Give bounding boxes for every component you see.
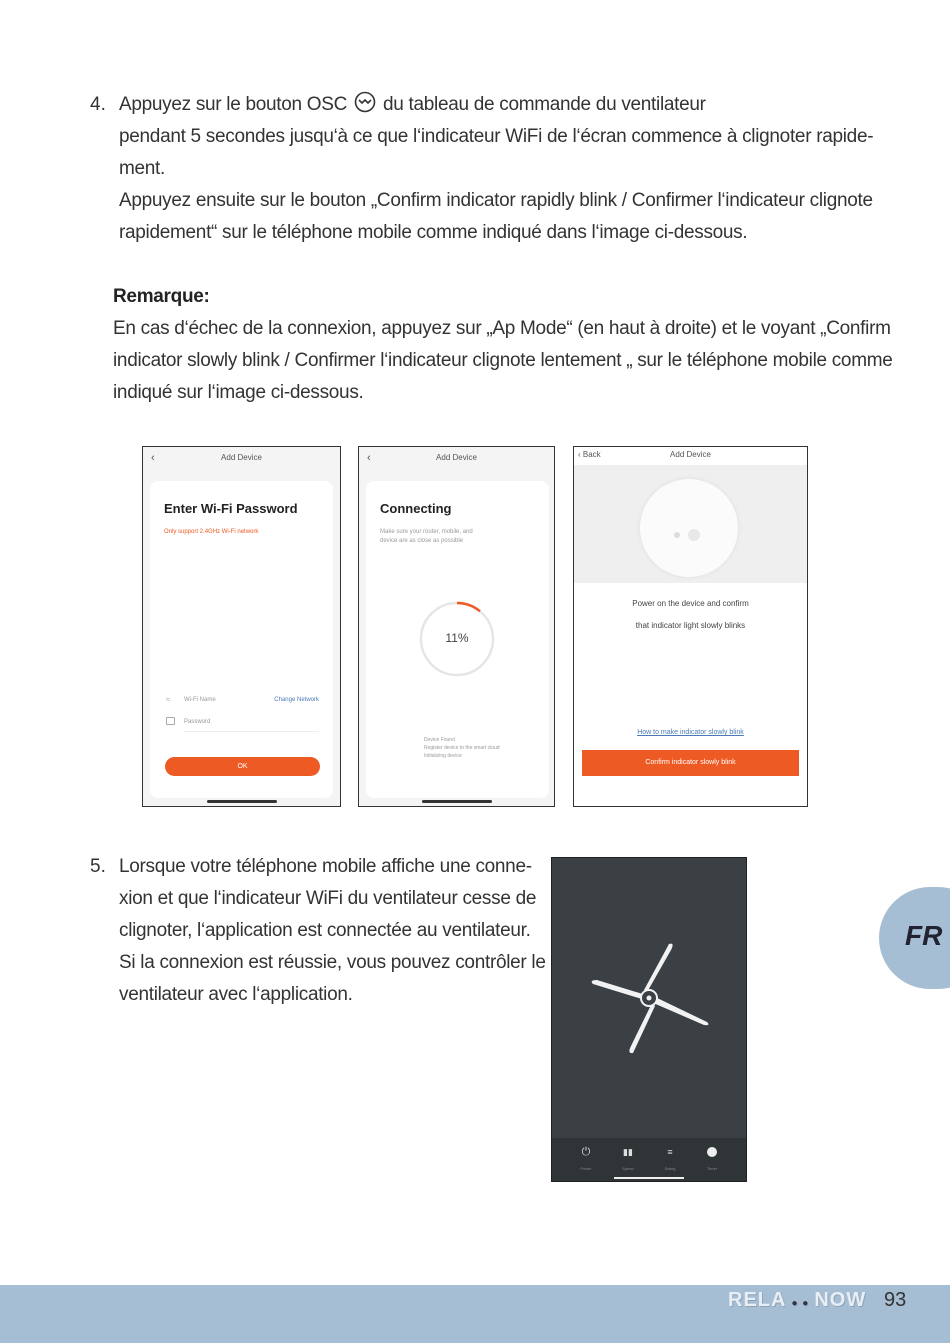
fan-control-bar bbox=[552, 1138, 746, 1182]
power-icon: ⏻ bbox=[581, 1146, 591, 1158]
power-tab-label: Power bbox=[580, 1166, 592, 1171]
step-device-found: Device Found bbox=[424, 737, 455, 743]
instruction-line-2: that indicator light slowly blinks bbox=[635, 621, 746, 630]
connecting-desc-2: device are as close as possible bbox=[380, 538, 464, 544]
step4-line2: pendant 5 secondes jusqu‘à ce que l‘indicateur WiFi de l‘écran commence à clignoter rapide- bbox=[119, 126, 874, 147]
step5-line2: xion et que l‘indicateur WiFi du ventilateur cesse de bbox=[119, 888, 537, 909]
osc-button-icon bbox=[354, 91, 376, 113]
page-footer bbox=[0, 1285, 950, 1343]
change-network-link[interactable]: Change Network bbox=[274, 697, 319, 703]
remark-line1: En cas d‘échec de la connexion, appuyez sur „Ap Mode“ (en haut à droite) et le voyant „Confirm bbox=[113, 318, 891, 339]
confirm-button-label: Confirm indicator slowly blink bbox=[645, 759, 736, 766]
device-image-area bbox=[574, 465, 807, 583]
selected-tab-indicator bbox=[614, 1177, 684, 1179]
step5-line1: Lorsque votre téléphone mobile affiche une conne- bbox=[119, 856, 532, 877]
logo-dots: ● ● bbox=[791, 1298, 810, 1309]
brand-right: NOW bbox=[814, 1289, 867, 1311]
wifi-subtitle: Only support 2.4GHz Wi-Fi network bbox=[164, 529, 259, 535]
progress-label: 11% bbox=[445, 631, 469, 645]
password-field[interactable] bbox=[184, 731, 319, 732]
device-button bbox=[688, 529, 700, 541]
step5-line3: clignoter, l‘application est connectée au ventilateur. bbox=[119, 920, 531, 941]
connecting-title: Connecting bbox=[380, 501, 452, 516]
screen-header: Add Device bbox=[670, 450, 711, 459]
step4-line4: Appuyez ensuite sur le bouton „Confirm indicator rapidly blink / Confirmer l‘indicateur clignote bbox=[119, 190, 873, 211]
back-label: Back bbox=[582, 450, 601, 459]
language-label: FR bbox=[905, 920, 943, 951]
remark-title: Remarque: bbox=[113, 286, 210, 307]
power-tab[interactable] bbox=[566, 1146, 606, 1171]
screenshot-fan-app bbox=[551, 857, 747, 1182]
step4-number: 4. bbox=[90, 94, 106, 115]
swing-tab[interactable] bbox=[650, 1146, 690, 1171]
remark-line2: indicator slowly blink / Confirmer l‘indicateur clignote lentement „ sur le téléphone mobile comme bbox=[113, 350, 893, 371]
step4-line3: ment. bbox=[119, 158, 166, 179]
step4-line1b: du tableau de commande du ventilateur bbox=[383, 94, 706, 115]
speed-tab-label: Speed bbox=[622, 1166, 634, 1171]
language-tab bbox=[879, 887, 950, 989]
timer-icon bbox=[707, 1147, 717, 1157]
lock-icon bbox=[166, 717, 175, 725]
step5-line4: Si la connexion est réussie, vous pouvez contrôler le bbox=[119, 952, 546, 973]
timer-tab-label: Timer bbox=[706, 1166, 718, 1171]
page-number: 93 bbox=[884, 1289, 907, 1311]
back-link[interactable]: ‹ Back bbox=[578, 450, 601, 459]
timer-tab[interactable] bbox=[692, 1146, 732, 1171]
brand-left: RELA bbox=[728, 1289, 787, 1311]
home-indicator bbox=[422, 800, 492, 803]
step5-number: 5. bbox=[90, 856, 106, 877]
ok-button-label: OK bbox=[237, 763, 248, 770]
wifi-name-label: Wi-Fi Name bbox=[184, 697, 216, 703]
instruction-line-1: Power on the device and confirm bbox=[632, 599, 749, 608]
help-link[interactable]: How to make indicator slowly blink bbox=[637, 729, 744, 736]
confirm-button[interactable] bbox=[582, 750, 799, 776]
indicator-light bbox=[674, 532, 680, 538]
back-chevron-icon[interactable]: ‹ bbox=[151, 452, 155, 464]
back-chevron-icon[interactable]: ‹ bbox=[367, 452, 371, 464]
fan-icon bbox=[552, 858, 747, 1138]
remark-line3: indiqué sur l‘image ci-dessous. bbox=[113, 382, 364, 403]
speed-icon: ▮▮ bbox=[623, 1147, 633, 1157]
connecting-desc-1: Make sure your router, mobile, and bbox=[380, 529, 473, 535]
wifi-card bbox=[150, 481, 333, 798]
step-register: Register device to the smart cloud bbox=[424, 745, 500, 751]
swing-tab-label: Swing bbox=[664, 1166, 676, 1171]
step-initializing: Initializing device bbox=[424, 753, 462, 759]
step5-line5: ventilateur avec l‘application. bbox=[119, 984, 353, 1005]
ok-button[interactable] bbox=[165, 757, 320, 776]
wifi-title: Enter Wi-Fi Password bbox=[164, 501, 298, 516]
wifi-icon: ≈ bbox=[166, 695, 171, 704]
screenshot-wifi-password bbox=[142, 446, 341, 807]
screen-header: Add Device bbox=[221, 453, 262, 462]
password-label: Password bbox=[184, 719, 211, 725]
device-illustration bbox=[640, 479, 738, 577]
step4-line1 bbox=[119, 89, 706, 121]
step4-line1a: Appuyez sur le bouton OSC bbox=[119, 94, 348, 115]
home-indicator bbox=[207, 800, 277, 803]
speed-tab[interactable] bbox=[608, 1146, 648, 1171]
screenshot-confirm-blink bbox=[573, 446, 808, 807]
step4-line5: rapidement“ sur le téléphone mobile comme indiqué dans l‘image ci-dessous. bbox=[119, 222, 748, 243]
swing-icon: ≡ bbox=[667, 1147, 673, 1157]
connecting-card bbox=[366, 481, 549, 798]
screen-header: Add Device bbox=[436, 453, 477, 462]
screenshot-connecting bbox=[358, 446, 555, 807]
brand-logo bbox=[728, 1289, 866, 1319]
